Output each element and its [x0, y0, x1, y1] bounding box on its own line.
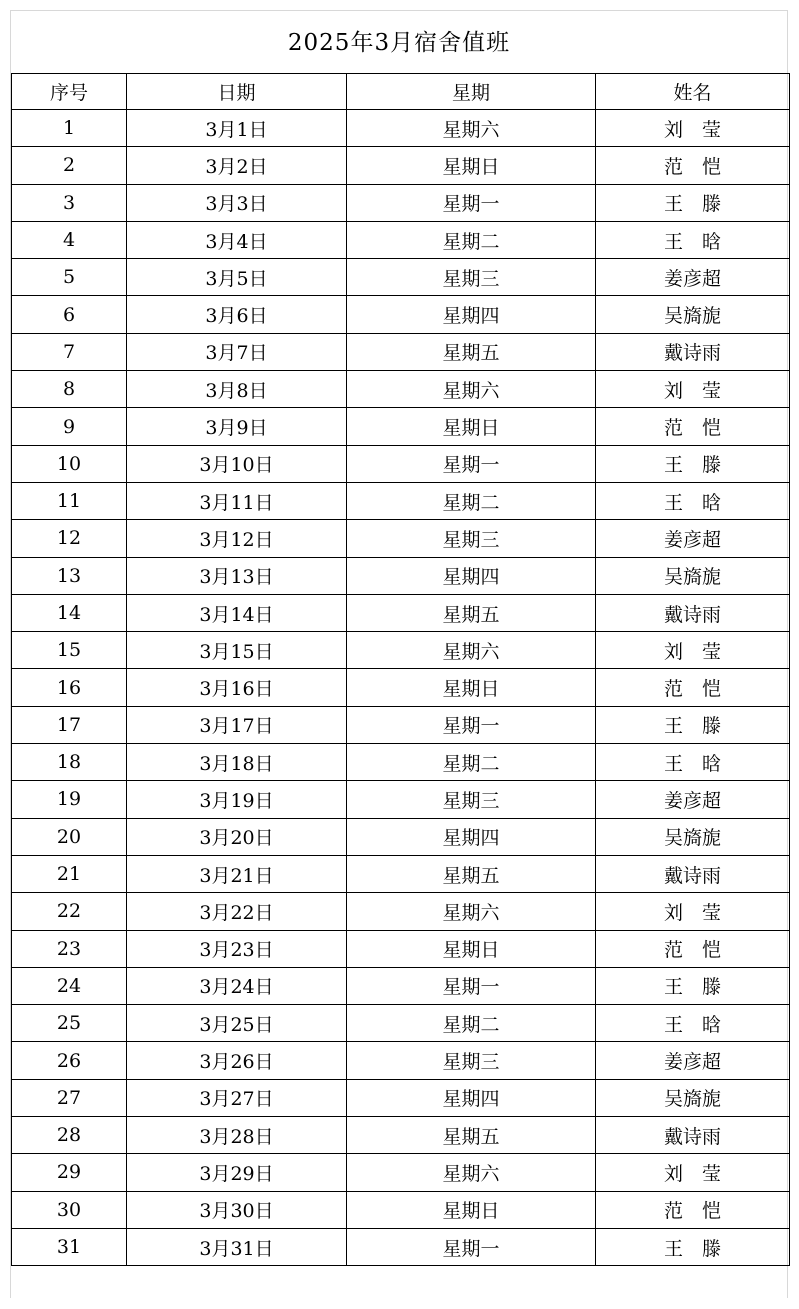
cell-weekday: 星期日 [347, 669, 596, 706]
table-row [12, 445, 790, 482]
cell-weekday: 星期二 [347, 1005, 596, 1042]
cell-name: 戴诗雨 [596, 333, 790, 370]
table-row [12, 296, 790, 333]
cell-seq: 28 [12, 1117, 127, 1154]
cell-weekday: 星期三 [347, 259, 596, 296]
cell-weekday: 星期六 [347, 110, 596, 147]
table-row [12, 221, 790, 258]
cell-date: 3月8日 [127, 371, 347, 408]
cell-seq: 4 [12, 221, 127, 258]
cell-date: 3月4日 [127, 221, 347, 258]
table-row [12, 855, 790, 892]
header-date: 日期 [127, 74, 347, 110]
cell-weekday: 星期六 [347, 1154, 596, 1191]
cell-date: 3月3日 [127, 184, 347, 221]
cell-weekday: 星期四 [347, 1079, 596, 1116]
cell-weekday: 星期日 [347, 147, 596, 184]
cell-seq: 11 [12, 482, 127, 519]
table-row [12, 1117, 790, 1154]
table-row [12, 893, 790, 930]
cell-seq: 26 [12, 1042, 127, 1079]
cell-date: 3月26日 [127, 1042, 347, 1079]
table-row [12, 1191, 790, 1228]
table-row [12, 147, 790, 184]
cell-seq: 19 [12, 781, 127, 818]
cell-date: 3月23日 [127, 930, 347, 967]
cell-date: 3月9日 [127, 408, 347, 445]
roster-body [12, 110, 790, 1266]
cell-name: 姜彦超 [596, 1042, 790, 1079]
cell-name: 吴旖旎 [596, 1079, 790, 1116]
cell-weekday: 星期三 [347, 1042, 596, 1079]
cell-date: 3月31日 [127, 1228, 347, 1265]
cell-name: 范 恺 [596, 669, 790, 706]
table-row [12, 669, 790, 706]
table-row [12, 520, 790, 557]
cell-weekday: 星期二 [347, 221, 596, 258]
cell-date: 3月17日 [127, 706, 347, 743]
cell-name: 刘 莹 [596, 371, 790, 408]
cell-date: 3月6日 [127, 296, 347, 333]
cell-name: 戴诗雨 [596, 594, 790, 631]
cell-name: 王 滕 [596, 184, 790, 221]
cell-name: 刘 莹 [596, 1154, 790, 1191]
table-row [12, 333, 790, 370]
cell-name: 吴旖旎 [596, 818, 790, 855]
cell-name: 姜彦超 [596, 781, 790, 818]
cell-name: 王 晗 [596, 482, 790, 519]
table-row [12, 632, 790, 669]
header-name: 姓名 [596, 74, 790, 110]
cell-weekday: 星期日 [347, 1191, 596, 1228]
cell-seq: 16 [12, 669, 127, 706]
cell-name: 刘 莹 [596, 110, 790, 147]
cell-seq: 30 [12, 1191, 127, 1228]
cell-seq: 14 [12, 594, 127, 631]
table-row [12, 781, 790, 818]
cell-name: 范 恺 [596, 147, 790, 184]
cell-name: 刘 莹 [596, 893, 790, 930]
cell-name: 范 恺 [596, 408, 790, 445]
cell-date: 3月16日 [127, 669, 347, 706]
cell-date: 3月14日 [127, 594, 347, 631]
cell-seq: 22 [12, 893, 127, 930]
cell-weekday: 星期二 [347, 482, 596, 519]
cell-seq: 29 [12, 1154, 127, 1191]
table-row [12, 482, 790, 519]
cell-seq: 10 [12, 445, 127, 482]
cell-date: 3月10日 [127, 445, 347, 482]
cell-weekday: 星期五 [347, 333, 596, 370]
cell-weekday: 星期一 [347, 706, 596, 743]
cell-date: 3月20日 [127, 818, 347, 855]
table-row [12, 818, 790, 855]
table-row [12, 1228, 790, 1265]
table-row [12, 967, 790, 1004]
cell-name: 王 滕 [596, 445, 790, 482]
cell-weekday: 星期四 [347, 296, 596, 333]
table-row [12, 371, 790, 408]
cell-name: 戴诗雨 [596, 1117, 790, 1154]
header-weekday: 星期 [347, 74, 596, 110]
cell-seq: 31 [12, 1228, 127, 1265]
cell-date: 3月18日 [127, 744, 347, 781]
duty-roster-table [11, 73, 790, 1266]
cell-date: 3月5日 [127, 259, 347, 296]
cell-date: 3月13日 [127, 557, 347, 594]
cell-weekday: 星期五 [347, 855, 596, 892]
cell-name: 范 恺 [596, 930, 790, 967]
duty-roster-sheet [10, 10, 788, 1298]
cell-date: 3月12日 [127, 520, 347, 557]
table-row [12, 184, 790, 221]
table-row [12, 110, 790, 147]
table-row [12, 1079, 790, 1116]
cell-weekday: 星期一 [347, 967, 596, 1004]
cell-name: 姜彦超 [596, 520, 790, 557]
cell-date: 3月15日 [127, 632, 347, 669]
cell-seq: 2 [12, 147, 127, 184]
cell-seq: 3 [12, 184, 127, 221]
cell-date: 3月7日 [127, 333, 347, 370]
table-row [12, 706, 790, 743]
cell-date: 3月28日 [127, 1117, 347, 1154]
cell-name: 王 晗 [596, 1005, 790, 1042]
cell-name: 王 晗 [596, 221, 790, 258]
cell-date: 3月24日 [127, 967, 347, 1004]
cell-weekday: 星期一 [347, 184, 596, 221]
cell-date: 3月25日 [127, 1005, 347, 1042]
cell-seq: 13 [12, 557, 127, 594]
cell-seq: 6 [12, 296, 127, 333]
table-row [12, 930, 790, 967]
table-row [12, 259, 790, 296]
cell-seq: 1 [12, 110, 127, 147]
cell-name: 刘 莹 [596, 632, 790, 669]
cell-seq: 9 [12, 408, 127, 445]
cell-weekday: 星期四 [347, 818, 596, 855]
cell-date: 3月21日 [127, 855, 347, 892]
cell-seq: 24 [12, 967, 127, 1004]
cell-date: 3月29日 [127, 1154, 347, 1191]
cell-seq: 25 [12, 1005, 127, 1042]
cell-date: 3月19日 [127, 781, 347, 818]
cell-weekday: 星期六 [347, 371, 596, 408]
cell-seq: 5 [12, 259, 127, 296]
cell-name: 王 滕 [596, 706, 790, 743]
cell-weekday: 星期日 [347, 930, 596, 967]
cell-weekday: 星期三 [347, 520, 596, 557]
page-title: 2025年3月宿舍值班 [287, 30, 511, 56]
cell-weekday: 星期日 [347, 408, 596, 445]
cell-seq: 12 [12, 520, 127, 557]
table-row [12, 557, 790, 594]
table-header-row [12, 74, 790, 110]
cell-seq: 15 [12, 632, 127, 669]
cell-weekday: 星期三 [347, 781, 596, 818]
cell-weekday: 星期五 [347, 1117, 596, 1154]
cell-date: 3月1日 [127, 110, 347, 147]
cell-name: 范 恺 [596, 1191, 790, 1228]
cell-date: 3月27日 [127, 1079, 347, 1116]
cell-date: 3月11日 [127, 482, 347, 519]
table-row [12, 594, 790, 631]
table-row [12, 408, 790, 445]
cell-name: 王 滕 [596, 967, 790, 1004]
header-seq: 序号 [12, 74, 127, 110]
cell-weekday: 星期一 [347, 445, 596, 482]
cell-weekday: 星期六 [347, 632, 596, 669]
table-row [12, 1042, 790, 1079]
cell-date: 3月2日 [127, 147, 347, 184]
cell-seq: 18 [12, 744, 127, 781]
cell-weekday: 星期六 [347, 893, 596, 930]
table-row [12, 1005, 790, 1042]
cell-name: 吴旖旎 [596, 557, 790, 594]
cell-name: 姜彦超 [596, 259, 790, 296]
cell-name: 吴旖旎 [596, 296, 790, 333]
cell-weekday: 星期一 [347, 1228, 596, 1265]
cell-seq: 8 [12, 371, 127, 408]
cell-name: 王 晗 [596, 744, 790, 781]
cell-date: 3月22日 [127, 893, 347, 930]
cell-name: 戴诗雨 [596, 855, 790, 892]
cell-seq: 20 [12, 818, 127, 855]
cell-name: 王 滕 [596, 1228, 790, 1265]
table-row [12, 744, 790, 781]
cell-seq: 23 [12, 930, 127, 967]
cell-weekday: 星期四 [347, 557, 596, 594]
cell-date: 3月30日 [127, 1191, 347, 1228]
cell-seq: 17 [12, 706, 127, 743]
cell-seq: 21 [12, 855, 127, 892]
cell-weekday: 星期五 [347, 594, 596, 631]
table-row [12, 1154, 790, 1191]
cell-seq: 27 [12, 1079, 127, 1116]
cell-seq: 7 [12, 333, 127, 370]
cell-weekday: 星期二 [347, 744, 596, 781]
